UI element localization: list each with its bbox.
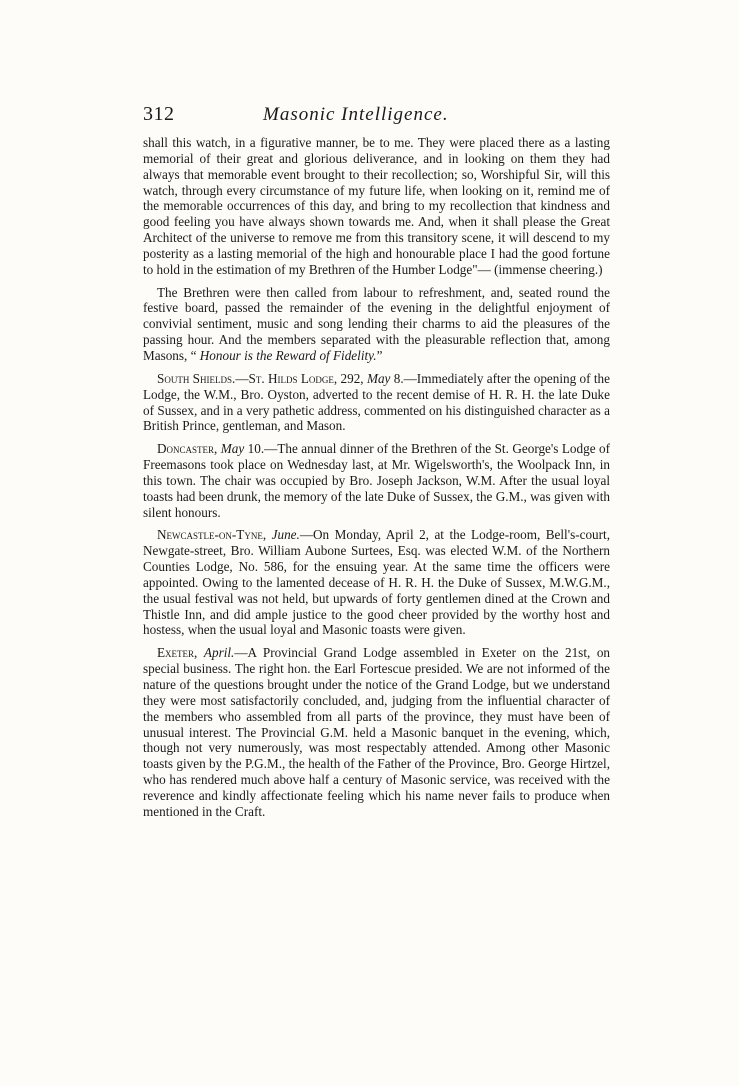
paragraph-text: —A Provincial Grand Lodge assembled in Exeter on the 21st, on special business. The right hon. the Earl Fortescue presided. We are not informed of the nature of the questions brought under the notice of the Grand Lodge, but we understand they were most satisfactorily concluded, and, judging from the influential character of the members who assembled from all parts of the province, they must have been of unusual interest. The Provincial G.M. held a Masonic banquet in the evening, which, though not very numerously, was most respectably attended. Among other Masonic toasts given by the P.G.M., the health of the Father of the Province, Bro. George Hirtzel, who has rendered much above half a century of Masonic service, was received with the reverence and kindly affectionate feeling which his name never fails to produce when mentioned in the Craft. — [143, 645, 611, 819]
quote-close: ” — [376, 347, 383, 363]
paragraph-text: —On Monday, April 2, at the Lodge-room, Bell's-court, Newgate-street, Bro. William Aubone Surtees, Esq. was elected W.M. of the Northern Counties Lodge, No. 586, for the ensuing year. At the same time the officers were appointed. Owing to the lamented decease of H. R. H. the Duke of Sussex, M.W.G.M., the usual festival was not held, but upwards of forty gentlemen dined at the Crown and Thistle Inn, and did ample justice to the good cheer provided by the worthy host and hostess, when the usual loyal and Masonic toasts were given. — [143, 527, 611, 638]
paragraph-text: The Brethren were then called from labour to refreshment, and, seated round the festive board, passed the remainder of the evening in the delightful enjoyment of convivial sentiment, music and song lending their charms to aid the pleasures of the passing hour. And the members separated with the pleasurable reflection that, among Masons, “ — [143, 284, 610, 363]
paragraph-text: 8.—Immediately after the opening of the Lodge, the W.M., Bro. Oyston, adverted to the recent demise of H. R. H. the late Duke of Sussex, and in a very pathetic address, commented on his distinguished character as a British Prince, gentleman, and Mason. — [143, 370, 610, 434]
motto-quote: Honour is the Reward of Fidelity. — [199, 347, 377, 363]
paragraph-exeter — [143, 645, 610, 819]
paragraph-text: 10.—The annual dinner of the Brethren of the St. George's Lodge of Freemasons took place on Wednesday last, at Mr. Wigelsworth's, the Woolpack Inn, in this town. The chair was occupied by Bro. Joseph Jackson, W.M. After the usual loyal toasts had been drunk, the memory of the late Duke of Sussex, the G.M., was given with silent honours. — [143, 441, 610, 520]
dateline: May — [220, 441, 245, 457]
paragraph-south-shields — [143, 371, 610, 434]
paragraph-refreshment — [143, 285, 610, 364]
dateline: April. — [203, 645, 235, 661]
page-header — [143, 103, 610, 129]
dateline: May — [366, 370, 391, 386]
place-heading: Newcastle-on-Tyne, — [157, 527, 267, 543]
running-title: Masonic Intelligence. — [263, 104, 449, 125]
place-heading: South Shields. — [157, 370, 236, 386]
place-heading: Exeter, — [157, 645, 198, 661]
dateline: June. — [271, 527, 300, 543]
paragraph-doncaster — [143, 441, 610, 520]
paragraph-speech-continuation: shall this watch, in a figurative manner, be to me. They were placed there as a lasting memorial of their great and glorious deliverance, and in looking on them they had always that memorable event brought to their recollection; so, Worshipful Sir, will this watch, through every circumstance of my future life, when looking on it, remind me of the memorable occurrences of this day, and bring to my recollection that kindness and good feeling you have always shown towards me. And, when it shall please the Great Architect of the universe to remove me from this transitory scene, it will descend to my posterity as a lasting memorial of the high and honourable place I had the good fortune to hold in the estimation of my Brethren of the Humber Lodge"— (immense cheering.) — [143, 135, 610, 277]
lodge-number: 292, — [337, 370, 367, 386]
paragraph-newcastle — [143, 527, 610, 638]
article-body — [143, 135, 610, 820]
page-number: 312 — [143, 103, 175, 125]
place-heading: Doncaster, — [157, 441, 218, 457]
lodge-name: —St. Hilds Lodge, — [235, 370, 338, 386]
